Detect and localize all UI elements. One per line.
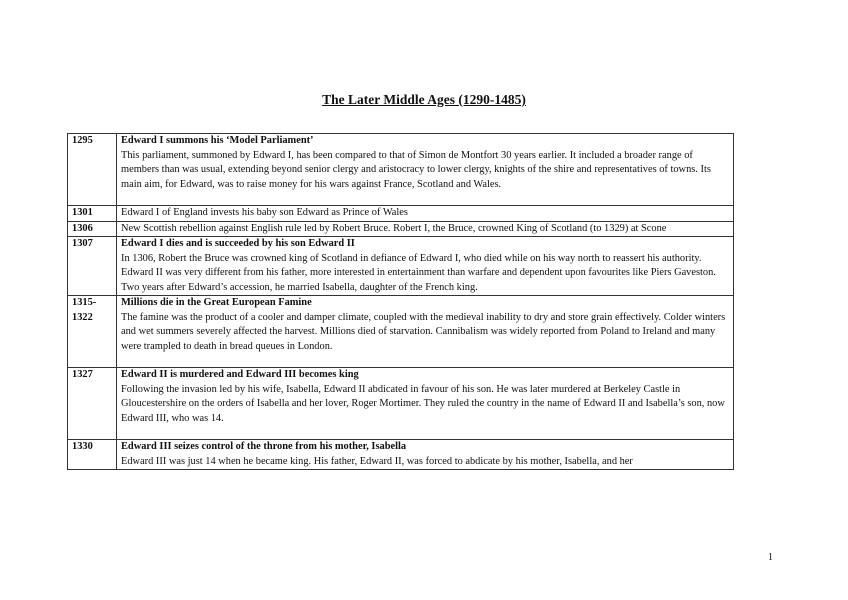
entry-cell	[117, 237, 734, 296]
page-number: 1	[768, 552, 773, 563]
entry-body: The famine was the product of a cooler and damper climate, coupled with the medieval inability to dry and store grain effectively. Colder winters and wet summers severely affected the harvest. Millions died of starvation. Cannibalism was widely reported from Poland to Ireland and many were trampled to death in bread queues in London.	[121, 311, 726, 352]
table-row	[68, 134, 734, 206]
table-row	[68, 440, 734, 470]
entry-heading: Edward I summons his ‘Model Parliament’	[121, 135, 314, 146]
table-row	[68, 221, 734, 237]
entry-body: This parliament, summoned by Edward I, has been compared to that of Simon de Montfort 30 years earlier. It included a broader range of members than was usual, extending beyond senior clergy and aristocracy to lower clergy, knights of the shire and representatives of towns. Its main aim, for Edward, was to raise money for his wars against France, Scotland and Wales.	[121, 149, 711, 190]
year-cell: 1295	[68, 134, 117, 206]
timeline-table	[67, 133, 734, 470]
entry-cell	[117, 440, 734, 470]
entry-body: Edward I of England invests his baby son Edward as Prince of Wales	[121, 207, 408, 218]
entry-heading: Edward I dies and is succeeded by his son Edward II	[121, 238, 355, 249]
year-cell: 1327	[68, 368, 117, 440]
table-row	[68, 237, 734, 296]
entry-cell	[117, 368, 734, 440]
entry-body: Edward III was just 14 when he became king. His father, Edward II, was forced to abdicate by his mother, Isabella, and her	[121, 455, 633, 467]
table-row	[68, 368, 734, 440]
year-cell: 1330	[68, 440, 117, 470]
entry-body: In 1306, Robert the Bruce was crowned king of Scotland in defiance of Edward I, who died while on his way north to reassert his authority. Edward II was very different from his father, more interested in entertainment than warfare and dependent upon favourites like Piers Gaveston. Two years after Edward’s accession, he married Isabella, daughter of the French king.	[121, 252, 716, 293]
entry-body: New Scottish rebellion against English rule led by Robert Bruce. Robert I, the Bruce, crowned King of Scotland (to 1329) at Scone	[121, 222, 667, 234]
table-row	[68, 206, 734, 222]
year-cell: 1307	[68, 237, 117, 296]
entry-cell	[117, 221, 734, 237]
year-cell: 1306	[68, 221, 117, 237]
entry-cell	[117, 206, 734, 222]
year-cell: 1315-1322	[68, 296, 117, 368]
entry-heading: Edward III seizes control of the throne from his mother, Isabella	[121, 441, 407, 452]
year-cell: 1301	[68, 206, 117, 222]
entry-body: Following the invasion led by his wife, Isabella, Edward II abdicated in favour of his son. He was later murdered at Berkeley Castle in Gloucestershire on the orders of Isabella and her lover, Roger Mortimer. They ruled the country in the name of Edward II and Isabella’s son, now Edward III, who was 14.	[121, 383, 725, 424]
entry-cell	[117, 296, 734, 368]
entry-heading: Millions die in the Great European Famine	[121, 297, 312, 308]
entry-heading: Edward II is murdered and Edward III becomes king	[121, 369, 359, 380]
table-row	[68, 296, 734, 368]
document-title: The Later Middle Ages (1290-1485)	[322, 92, 526, 107]
entry-cell	[117, 134, 734, 206]
